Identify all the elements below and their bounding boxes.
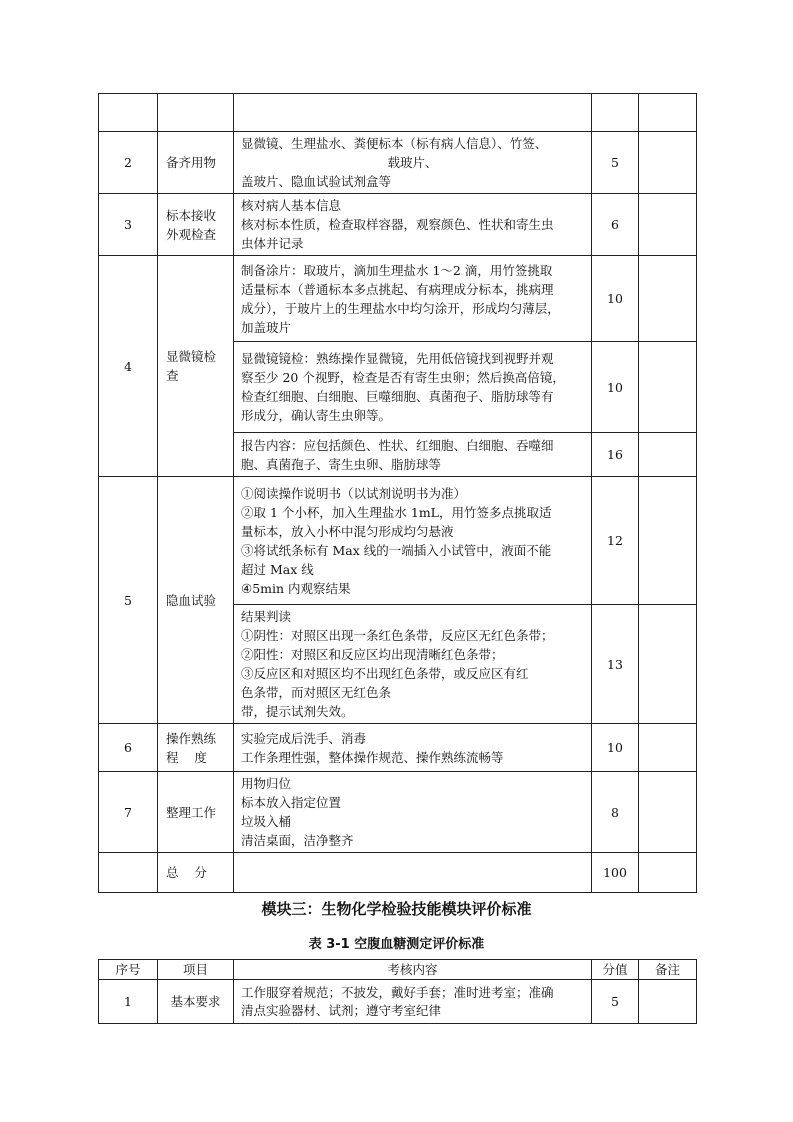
row-content: 结果判读 ①阴性：对照区出现一条红色条带，反应区无红色条带； ②阳性：对照区和反应区均出现清晰红色条带； ③反应区和对照区均不出现红色条带，或反应区有红 色条带，而对照区无红色条 带，提示试剂失效。 [234, 605, 592, 724]
row-item: 基本要求 [158, 980, 234, 1024]
row-content: 显微镜镜检：熟练操作显微镜，先用低倍镜找到视野并观 察至少 20 个视野，检查是否有寄生虫卵；然后换高倍镜， 检查红细胞、白细胞、巨噬细胞、真菌孢子、脂肪球等有 形成分，确认寄生虫卵等。 [234, 342, 592, 433]
table-row [99, 477, 697, 605]
column-header: 考核内容 [234, 960, 592, 980]
row-content: 用物归位 标本放入指定位置 垃圾入桶 清洁桌面，洁净整齐 [234, 772, 592, 853]
column-header: 分值 [592, 960, 639, 980]
row-item: 操作熟练 程 度 [158, 724, 234, 772]
module-title: 模块三：生物化学检验技能模块评价标准 [261, 900, 532, 918]
row-number: 6 [99, 724, 158, 772]
row-content: 核对病人基本信息 核对标本性质，检查取样容器，观察颜色、性状和寄生虫 虫体并记录 [234, 194, 592, 256]
row-note [639, 433, 697, 477]
row-note [639, 724, 697, 772]
glucose-scoring-table [98, 959, 697, 1024]
row-item: 备齐用物 [158, 132, 234, 194]
row-score: 6 [592, 194, 639, 256]
row-note [639, 772, 697, 853]
row-note [639, 194, 697, 256]
table-cell [234, 853, 592, 893]
row-score: 16 [592, 433, 639, 477]
table-title: 表 3-1 空腹血糖测定评价标准 [308, 937, 485, 952]
table-header-row [99, 960, 697, 980]
row-number: 4 [99, 256, 158, 477]
scoring-table-continued [98, 93, 697, 893]
row-score: 13 [592, 605, 639, 724]
table-cell [99, 853, 158, 893]
row-note [639, 256, 697, 342]
row-note [639, 477, 697, 605]
row-note [639, 980, 697, 1024]
row-item: 显微镜检 查 [158, 256, 234, 477]
row-content: 实验完成后洗手、消毒 工作条理性强，整体操作规范、操作熟练流畅等 [234, 724, 592, 772]
row-item: 标本接收 外观检查 [158, 194, 234, 256]
row-note [639, 605, 697, 724]
row-score: 10 [592, 342, 639, 433]
row-score: 8 [592, 772, 639, 853]
table-row [99, 772, 697, 853]
row-content: ①阅读操作说明书（以试剂说明书为准） ②取 1 个小杯，加入生理盐水 1mL，用竹签多点挑取适 量标本，放入小杯中混匀形成均匀悬液 ③将试纸条标有 Max 线的一端插入小试管中，液面不能 超过 Max 线 ④5min 内观察结果 [234, 477, 592, 605]
table-cell [639, 94, 697, 132]
row-number: 1 [99, 980, 158, 1024]
column-header: 序号 [99, 960, 158, 980]
row-number: 5 [99, 477, 158, 724]
table-cell [592, 94, 639, 132]
row-number: 7 [99, 772, 158, 853]
row-note [639, 342, 697, 433]
table-cell [99, 94, 158, 132]
table-cell [639, 853, 697, 893]
table-row-total [99, 853, 697, 893]
row-score: 5 [592, 132, 639, 194]
table-row [99, 194, 697, 256]
row-item: 整理工作 [158, 772, 234, 853]
table-row [99, 94, 697, 132]
note-column-divider [638, 604, 695, 605]
row-score: 12 [592, 477, 639, 605]
total-label: 总 分 [158, 853, 234, 893]
table-cell [234, 94, 592, 132]
total-score: 100 [592, 853, 639, 893]
row-content: 工作服穿着规范；不披发，戴好手套；准时进考室；准确 清点实验器材、试剂；遵守考室纪律 [234, 980, 592, 1024]
row-content: 制备涂片：取玻片，滴加生理盐水 1～2 滴，用竹签挑取 适量标本（普通标本多点挑起、有病理成分标本，挑病理 成分），于玻片上的生理盐水中均匀涂开，形成均匀薄层， 加盖玻片 [234, 256, 592, 342]
row-item: 隐血试验 [158, 477, 234, 724]
table-row [99, 256, 697, 342]
table-cell [158, 94, 234, 132]
column-header: 备注 [639, 960, 697, 980]
row-content: 显微镜、生理盐水、粪便标本（标有病人信息）、竹签、 载玻片、 盖玻片、隐血试验试剂盒等 [234, 132, 592, 194]
row-score: 10 [592, 724, 639, 772]
table-row [99, 132, 697, 194]
column-header: 项目 [158, 960, 234, 980]
row-content: 报告内容：应包括颜色、性状、红细胞、白细胞、吞噬细 胞、真菌孢子、寄生虫卵、脂肪球等 [234, 433, 592, 477]
table-row [99, 980, 697, 1024]
row-note [639, 132, 697, 194]
row-number: 2 [99, 132, 158, 194]
row-score: 10 [592, 256, 639, 342]
row-number: 3 [99, 194, 158, 256]
row-score: 5 [592, 980, 639, 1024]
table-row [99, 724, 697, 772]
